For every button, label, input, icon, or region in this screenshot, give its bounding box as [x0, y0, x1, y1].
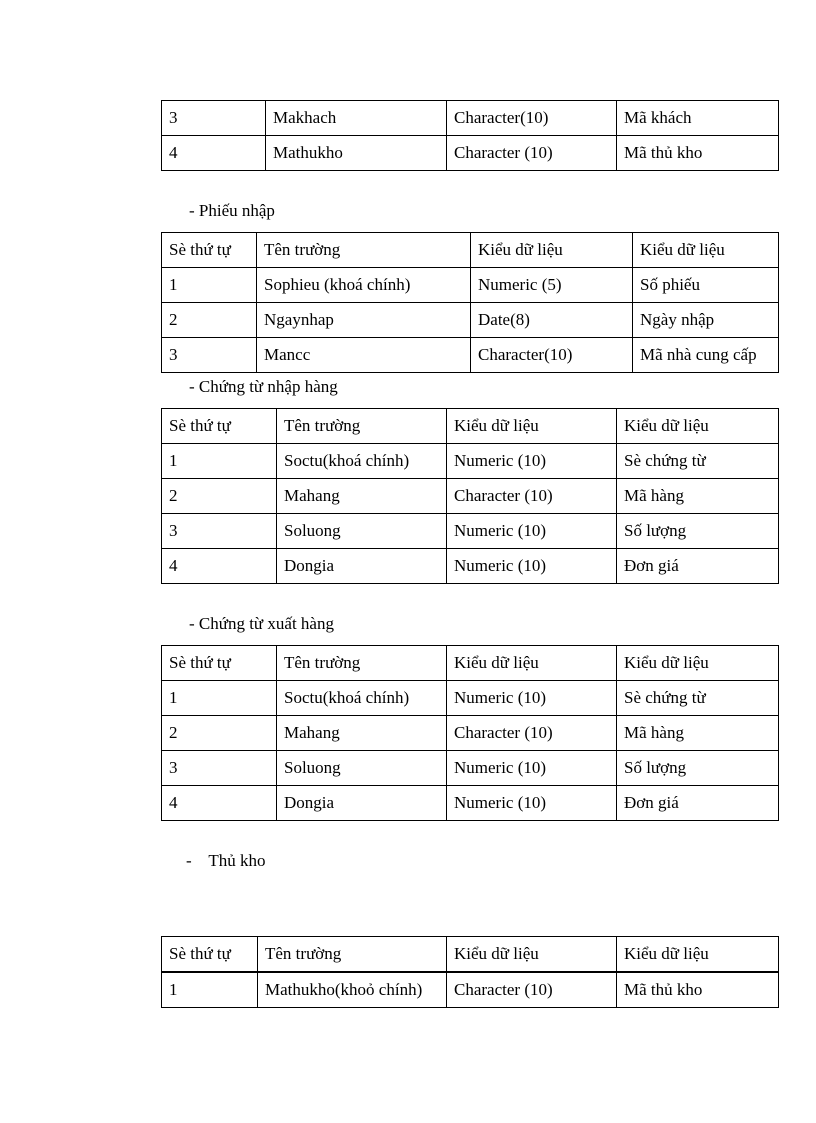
table-chung-tu-xuat — [161, 645, 779, 821]
table-row — [162, 303, 779, 338]
section-heading-chung-tu-nhap: - Chứng từ nhập hàng — [189, 377, 338, 396]
table-header-row — [162, 409, 779, 444]
table-chung-tu-nhap — [161, 408, 779, 584]
section-heading-thu-kho: - Thủ kho — [186, 851, 266, 870]
cell-type: Date(8) — [471, 303, 633, 338]
cell-type: Numeric (5) — [471, 268, 633, 303]
cell-stt: 1 — [162, 268, 257, 303]
cell-type: Character(10) — [447, 101, 617, 136]
table-row — [162, 972, 779, 1008]
cell-field: Dongia — [277, 786, 447, 821]
cell-stt: 4 — [162, 549, 277, 584]
cell-stt: 2 — [162, 479, 277, 514]
cell-desc: Mã hàng — [617, 716, 779, 751]
table-row — [162, 716, 779, 751]
table-row — [162, 338, 779, 373]
table-row — [162, 479, 779, 514]
cell-field: Ngaynhap — [257, 303, 471, 338]
header-stt: Sè thứ tự — [162, 937, 258, 973]
cell-field: Soluong — [277, 514, 447, 549]
cell-stt: 1 — [162, 972, 258, 1008]
cell-desc: Đơn giá — [617, 549, 779, 584]
header-stt: Sè thứ tự — [162, 409, 277, 444]
table-header-row — [162, 233, 779, 268]
cell-field: Mathukho(khoỏ chính) — [258, 972, 447, 1008]
cell-desc: Mã hàng — [617, 479, 779, 514]
cell-desc: Ngày nhập — [633, 303, 779, 338]
header-desc: Kiểu dữ liệu — [617, 937, 779, 973]
table-row — [162, 681, 779, 716]
header-desc: Kiểu dữ liệu — [617, 409, 779, 444]
cell-field: Mancc — [257, 338, 471, 373]
cell-type: Numeric (10) — [447, 549, 617, 584]
cell-field: Mahang — [277, 716, 447, 751]
table-row — [162, 268, 779, 303]
table-thu-kho — [161, 936, 779, 1008]
table-row — [162, 444, 779, 479]
cell-type: Character(10) — [471, 338, 633, 373]
cell-field: Dongia — [277, 549, 447, 584]
cell-stt: 3 — [162, 338, 257, 373]
cell-type: Numeric (10) — [447, 444, 617, 479]
cell-desc: Số lượng — [617, 751, 779, 786]
cell-stt: 3 — [162, 101, 266, 136]
table-row — [162, 101, 779, 136]
cell-field: Makhach — [266, 101, 447, 136]
cell-desc: Mã khách — [617, 101, 779, 136]
cell-type: Character (10) — [447, 972, 617, 1008]
cell-type: Numeric (10) — [447, 751, 617, 786]
table-phieu-nhap — [161, 232, 779, 373]
cell-stt: 2 — [162, 303, 257, 338]
cell-stt: 3 — [162, 514, 277, 549]
cell-desc: Số phiếu — [633, 268, 779, 303]
cell-stt: 1 — [162, 444, 277, 479]
section-heading-chung-tu-xuat: - Chứng từ xuất hàng — [189, 614, 334, 633]
cell-type: Character (10) — [447, 136, 617, 171]
cell-field: Mahang — [277, 479, 447, 514]
cell-type: Character (10) — [447, 716, 617, 751]
cell-stt: 2 — [162, 716, 277, 751]
cell-field: Soctu(khoá chính) — [277, 681, 447, 716]
header-field: Tên trường — [257, 233, 471, 268]
header-stt: Sè thứ tự — [162, 233, 257, 268]
table-continued — [161, 100, 779, 171]
cell-desc: Mã thủ kho — [617, 136, 779, 171]
table-header-row — [162, 646, 779, 681]
cell-desc: Số lượng — [617, 514, 779, 549]
cell-stt: 1 — [162, 681, 277, 716]
cell-field: Soctu(khoá chính) — [277, 444, 447, 479]
header-desc: Kiểu dữ liệu — [633, 233, 779, 268]
cell-desc: Mã nhà cung cấp — [633, 338, 779, 373]
cell-desc: Sè chứng từ — [617, 444, 779, 479]
header-field: Tên trường — [258, 937, 447, 973]
cell-field: Mathukho — [266, 136, 447, 171]
cell-desc: Sè chứng từ — [617, 681, 779, 716]
header-type: Kiểu dữ liệu — [447, 937, 617, 973]
cell-stt: 4 — [162, 136, 266, 171]
table-row — [162, 751, 779, 786]
cell-type: Numeric (10) — [447, 786, 617, 821]
header-field: Tên trường — [277, 409, 447, 444]
section-heading-phieu-nhap: - Phiếu nhập — [189, 201, 275, 220]
cell-type: Numeric (10) — [447, 514, 617, 549]
header-type: Kiểu dữ liệu — [447, 646, 617, 681]
table-row — [162, 514, 779, 549]
table-row — [162, 786, 779, 821]
header-stt: Sè thứ tự — [162, 646, 277, 681]
cell-stt: 3 — [162, 751, 277, 786]
table-row — [162, 136, 779, 171]
cell-type: Numeric (10) — [447, 681, 617, 716]
table-row — [162, 549, 779, 584]
header-desc: Kiểu dữ liệu — [617, 646, 779, 681]
table-header-row — [162, 937, 779, 973]
cell-stt: 4 — [162, 786, 277, 821]
header-type: Kiểu dữ liệu — [471, 233, 633, 268]
cell-type: Character (10) — [447, 479, 617, 514]
cell-desc: Mã thủ kho — [617, 972, 779, 1008]
header-field: Tên trường — [277, 646, 447, 681]
cell-field: Soluong — [277, 751, 447, 786]
cell-field: Sophieu (khoá chính) — [257, 268, 471, 303]
header-type: Kiểu dữ liệu — [447, 409, 617, 444]
cell-desc: Đơn giá — [617, 786, 779, 821]
